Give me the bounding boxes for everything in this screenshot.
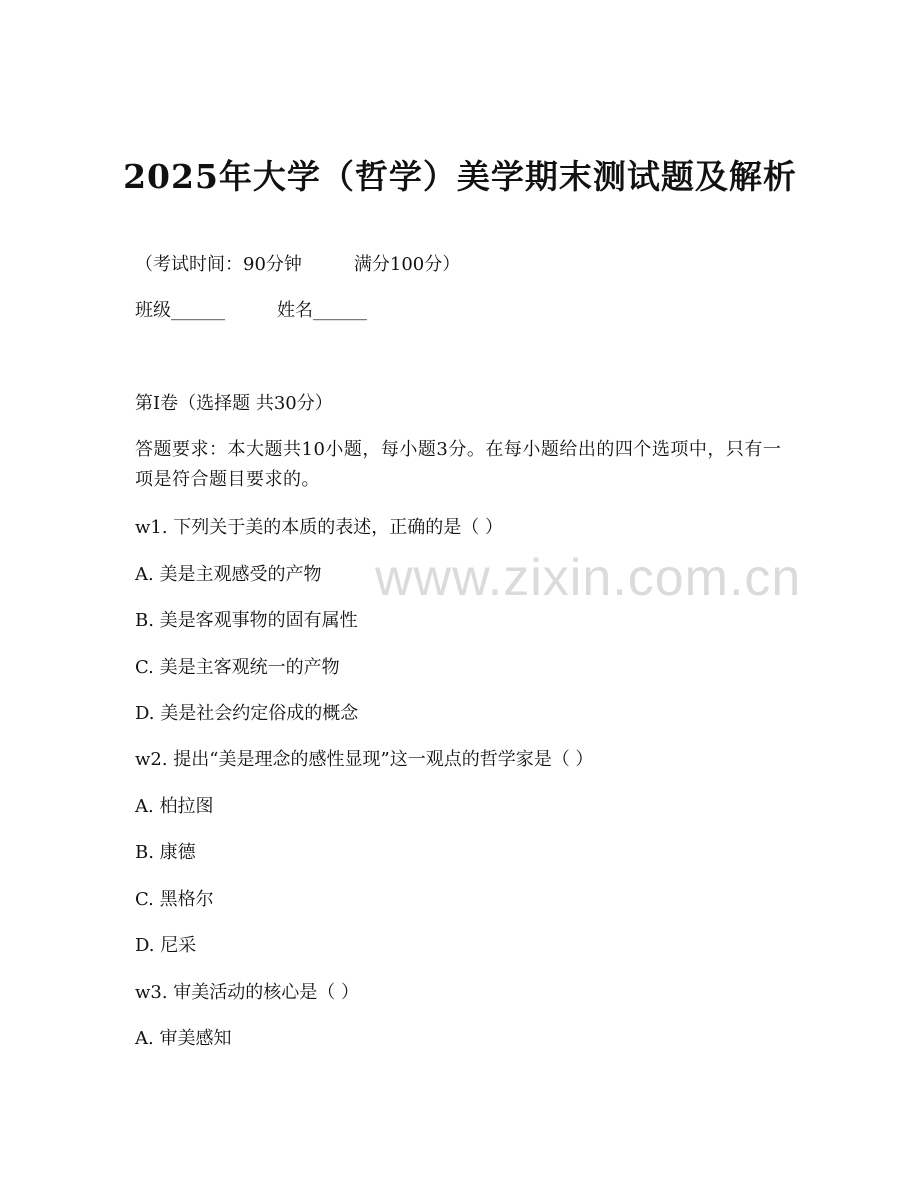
section-instructions: 答题要求：本大题共10小题，每小题3分。在每小题给出的四个选项中，只有一项是符合题目要求的。: [135, 439, 782, 490]
question-1-option-c: C. 美是主客观统一的产物: [135, 657, 340, 678]
question-1-option-b: B. 美是客观事物的固有属性: [135, 610, 358, 631]
question-3-stem: w3. 审美活动的核心是（ ）: [135, 982, 360, 1003]
question-2-option-a: A. 柏拉图: [135, 796, 214, 817]
page-title: 2025年大学（哲学）美学期末测试题及解析: [123, 157, 797, 196]
class-field: 班级______: [135, 300, 225, 321]
name-field: 姓名______: [277, 300, 367, 321]
exam-score: 满分100分）: [353, 254, 461, 275]
watermark: www.zixin.com.cn: [375, 549, 802, 607]
question-1-option-d: D. 美是社会约定俗成的概念: [135, 703, 359, 724]
question-2-stem: w2. 提出“美是理念的感性显现”这一观点的哲学家是（ ）: [135, 749, 594, 770]
exam-info: [135, 252, 460, 278]
section-heading: 第I卷（选择题 共30分）: [135, 393, 333, 414]
question-2-option-c: C. 黑格尔: [135, 889, 214, 910]
question-1-option-a: A. 美是主观感受的产物: [135, 564, 322, 585]
question-2-option-b: B. 康德: [135, 842, 196, 863]
student-fields: [135, 298, 367, 324]
question-1-stem: w1. 下列关于美的本质的表述，正确的是（ ）: [135, 517, 504, 538]
exam-time: （考试时间：90分钟: [135, 254, 302, 275]
question-2-option-d: D. 尼采: [135, 935, 197, 956]
question-3-option-a: A. 审美感知: [135, 1028, 232, 1049]
